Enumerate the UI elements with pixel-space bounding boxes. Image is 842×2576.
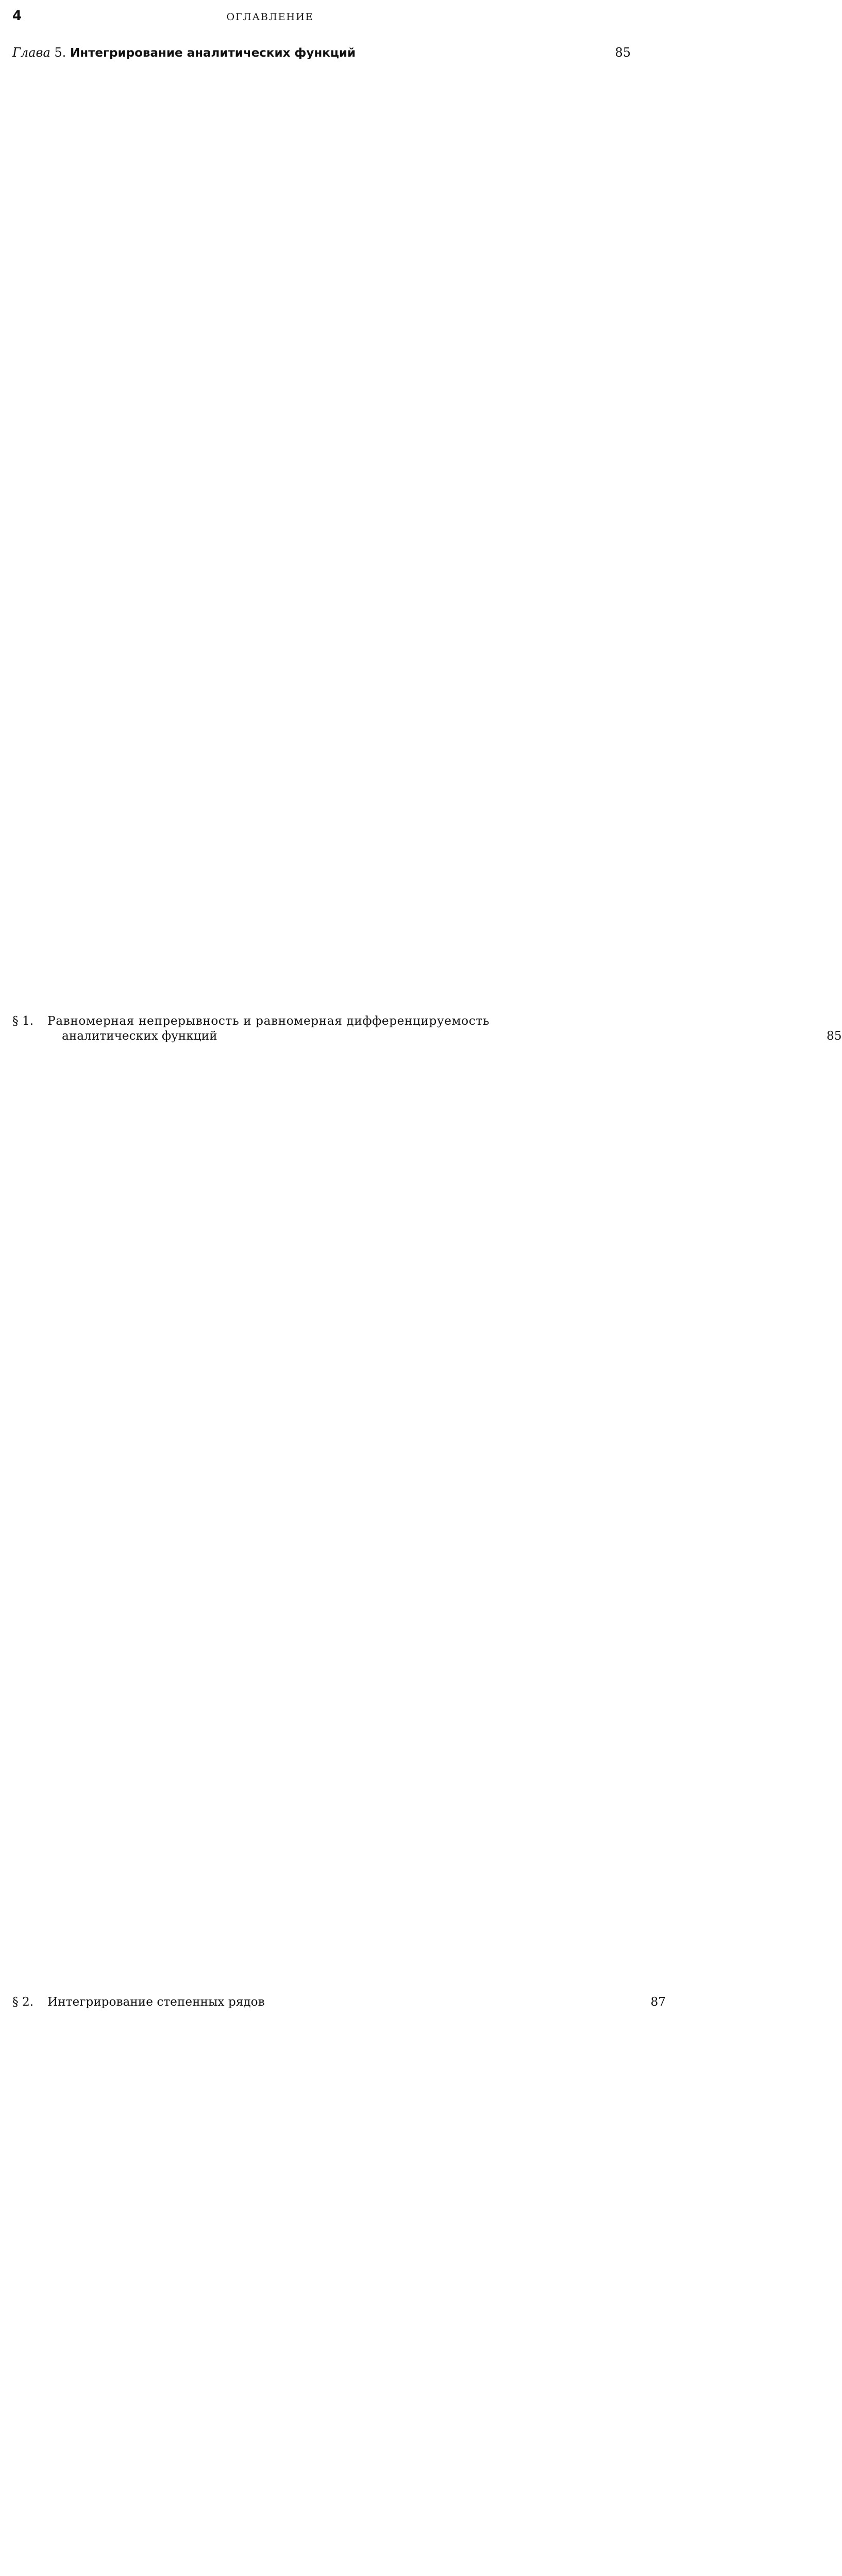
chapter-title: Интегрирование аналитических функций (70, 46, 356, 60)
table-of-contents (12, 40, 842, 2576)
section-title: Интегрирование степенных рядов (47, 1995, 265, 2009)
chapter-prefix: Глава (12, 45, 50, 60)
running-head (12, 8, 602, 29)
section-title-cont: аналитических функций (62, 1029, 217, 1043)
section-title: Равномерная непрерывность и равномерная дифференцируемость (47, 1014, 490, 1028)
chapter-heading (12, 45, 631, 1011)
page-ref: 87 (650, 1995, 666, 2009)
running-title: ОГЛАВЛЕНИЕ (226, 11, 314, 23)
chapter-number: 5. (54, 45, 66, 60)
toc-entry (12, 1013, 842, 1994)
toc-entry (12, 1994, 666, 2576)
section-number: § 2. (12, 1995, 34, 2009)
section-number: § 1. (12, 1014, 34, 1028)
page-ref: 85 (827, 1029, 842, 1043)
page-ref: 85 (615, 45, 631, 60)
page-number: 4 (12, 8, 22, 24)
